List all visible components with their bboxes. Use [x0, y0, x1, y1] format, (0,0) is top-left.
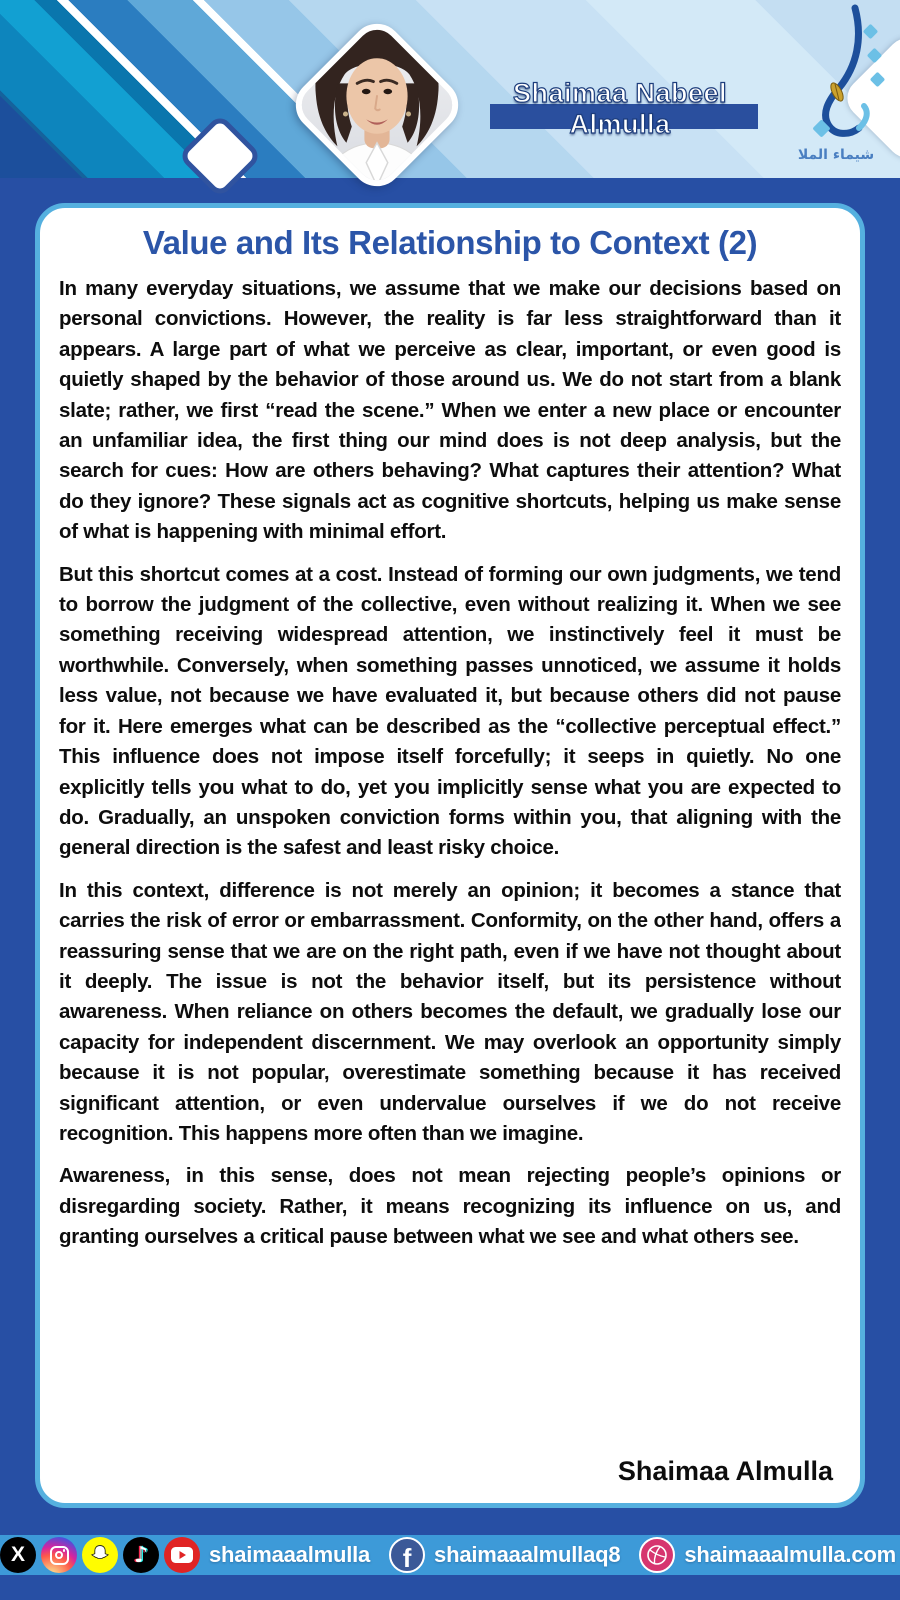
tiktok-icon[interactable]: ♪: [123, 1537, 159, 1573]
article-title: Value and Its Relationship to Context (2): [142, 224, 758, 261]
bottom-strip: [0, 1575, 900, 1600]
globe-glyph: [646, 1544, 668, 1566]
social-handle[interactable]: shaimaaalmulla: [209, 1542, 371, 1567]
article-paragraph: In many everyday situations, we assume that we make our decisions based on personal convictions. However, the reality is far less straightforward than it appears. A large part of what we perceive as clear, important, or even good is quietly shaped by the behavior of those around us. We do not start from a blank slate; rather, we first “read the scene.” When we enter a new place or encounter an unfamiliar idea, the first thing our mind does is not deep analysis, but the search for cues: How are others behaving? What captures their attention? What do they ignore? These signals act as cognitive shortcuts, helping us make sense of what is happening with minimal effort.: [59, 277, 841, 544]
youtube-icon[interactable]: [164, 1537, 200, 1573]
website-link[interactable]: shaimaaalmulla.com: [684, 1542, 896, 1567]
article-card: [35, 203, 865, 1508]
brand-logo: [778, 4, 894, 174]
article-paragraph: Awareness, in this sense, does not mean rejecting people’s opinions or disregarding society. Rather, it means recognizing its influence on us, and granting ourselves a critical pause between what we see and what others see.: [59, 1164, 841, 1249]
author-name-banner: [470, 78, 770, 139]
snapchat-icon[interactable]: [82, 1537, 118, 1573]
article-paragraph: But this shortcut comes at a cost. Instead of forming our own judgments, we tend to borrow the judgment of the collective, even without realizing it. When we see something receiving widespread attention, we instinctively feel it must be worthwhile. Conversely, when something passes unnoticed, we assume it holds less value, not because we have evaluated it, but because others did not pause for it. Here emerges what can be described as the “collective perceptual effect.” This influence does not impose itself forcefully; it seeps in quietly. No one explicitly tells you what to do, yet you implicitly sense what you are expected to do. Gradually, an unspoken conviction forms within you, that aligning with the general direction is the safest and least risky choice.: [59, 562, 841, 860]
facebook-icon[interactable]: f: [389, 1537, 425, 1573]
footer-social-bar: [0, 1535, 900, 1575]
author-photo-frame: [285, 13, 469, 197]
article-signature: Shaimaa Almulla: [617, 1456, 833, 1486]
article-body: [59, 274, 841, 1454]
camera-glyph: [50, 1546, 69, 1565]
header-banner: [0, 0, 900, 178]
play-glyph: [171, 1547, 193, 1563]
author-photo: [287, 15, 467, 195]
calligraphy-logo-icon: [781, 4, 891, 146]
decor-diamond-small: [178, 114, 263, 199]
author-name: Shaimaa Nabeel Almulla: [512, 78, 728, 139]
article-paragraph: In this context, difference is not merely an opinion; it becomes a stance that carries the risk of error or embarrassment. Conformity, on the other hand, offers a reassuring sense that we are on the right path, even if we have not thought about it deeply. The issue is not the behavior itself, but its persistence without awareness. When reliance on others becomes the default, we gradually lose our capacity for independent discernment. We may overlook an opportunity simply because it is not popular, overestimate something because it has received significant attention, or even undervalue ourselves if we do not receive recognition. This happens more often than we imagine.: [59, 878, 841, 1145]
instagram-icon[interactable]: [41, 1537, 77, 1573]
ghost-glyph: [88, 1543, 112, 1567]
facebook-handle[interactable]: shaimaaalmullaq8: [434, 1542, 621, 1567]
website-icon[interactable]: [639, 1537, 675, 1573]
x-icon[interactable]: X: [0, 1537, 36, 1573]
logo-caption: شيماء الملا: [797, 147, 875, 163]
